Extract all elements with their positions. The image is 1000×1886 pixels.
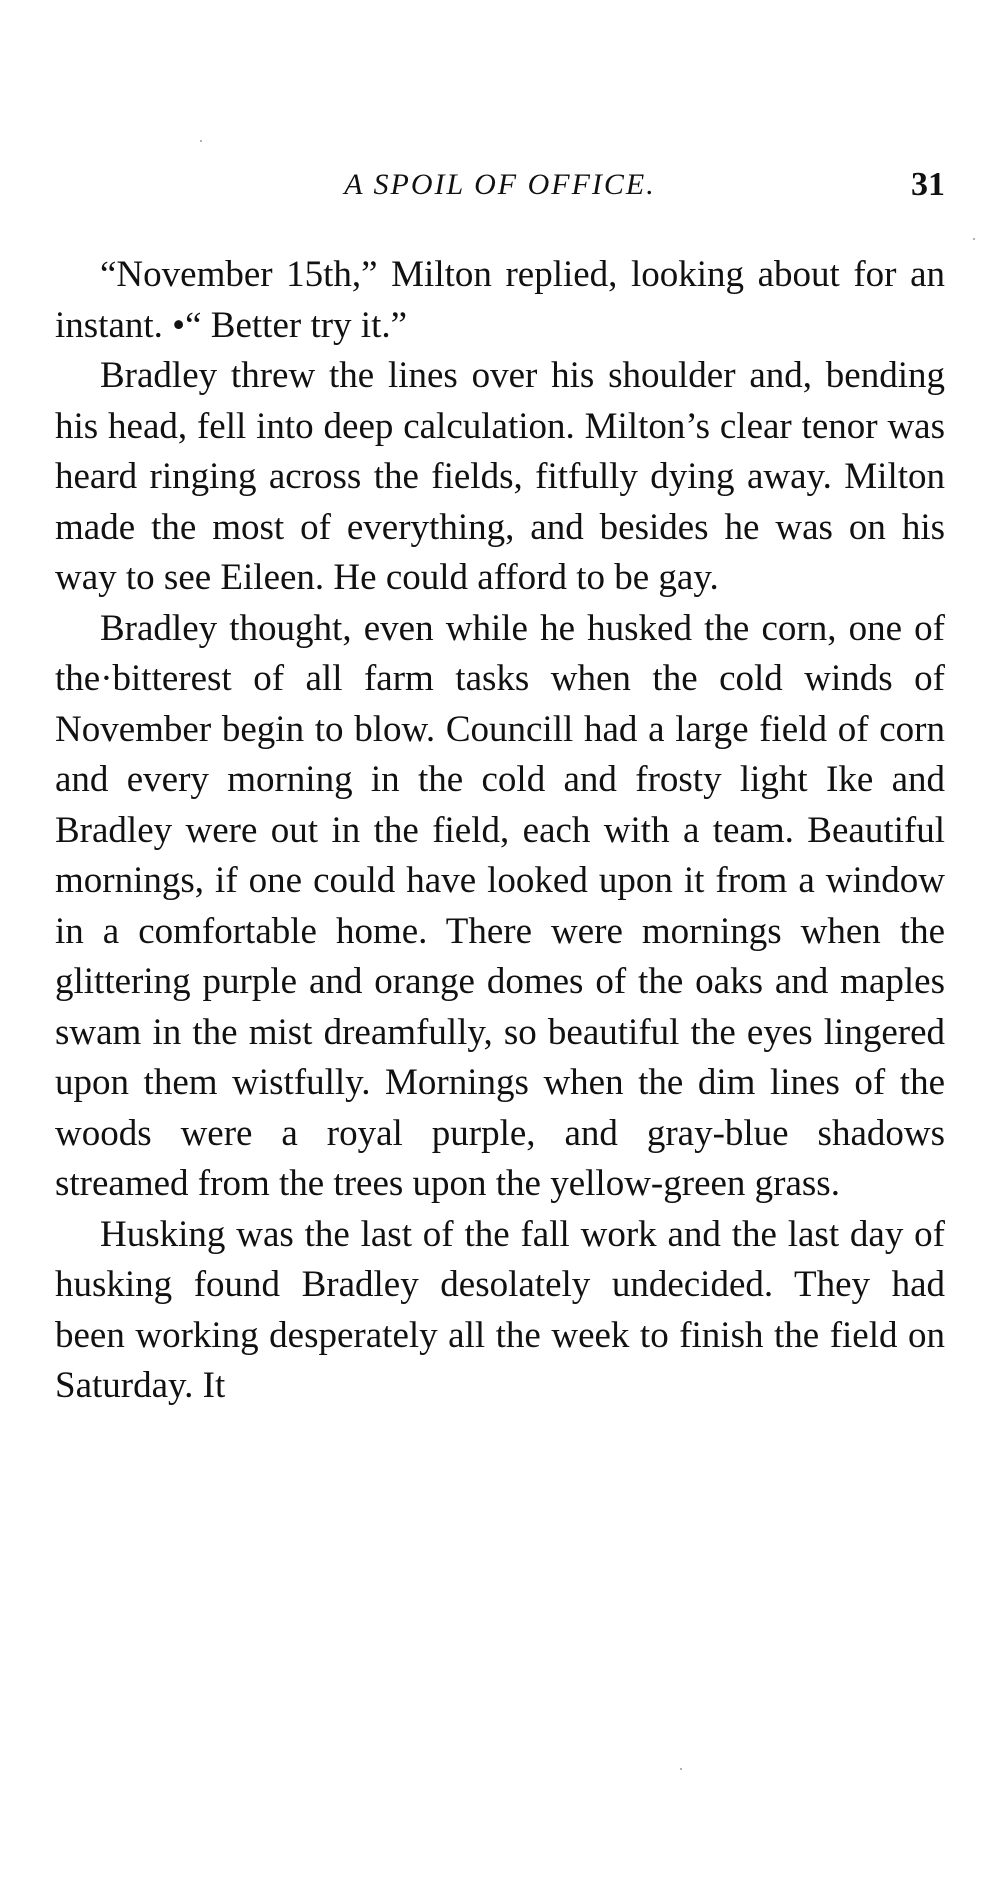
paragraph-2: Bradley threw the lines over his shoulder and, bending his head, fell into deep calculation. Milton’s clear tenor was heard ringing across the fields, fitfully dying away. Milton made the most of everything, and besides he was on his way to see Eileen. He could afford to be gay. <box>55 355 945 598</box>
paragraph-4: Husking was the last of the fall work and the last day of husking found Bradley desolately undecided. They had been working desperately all the week to finish the field on Saturday. It <box>55 1213 945 1406</box>
paragraph-1: “November 15th,” Milton replied, looking about for an instant. •“ Better try it.” <box>55 254 945 346</box>
print-speck <box>973 238 975 240</box>
print-speck <box>200 140 202 142</box>
page-number: 31 <box>911 166 945 203</box>
paragraph-3: Bradley thought, even while he husked the corn, one of the·bitterest of all farm tasks when the cold winds of November begin to blow. Councill had a large field of corn and every morning in the cold and frosty light Ike and Bradley were out in the field, each with a team. Beautiful mornings, if one could have looked upon it from a window in a comfortable home. There were mornings when the glittering purple and orange domes of the oaks and maples swam in the mist dreamfully, so beautiful the eyes lingered upon them wistfully. Mornings when the dim lines of the woods were a royal purple, and gray-blue shadows streamed from the trees upon the yellow-green grass. <box>55 607 945 1204</box>
body-text <box>55 250 945 1412</box>
running-head <box>55 160 945 210</box>
running-title: A SPOIL OF OFFICE. <box>344 168 656 201</box>
print-speck <box>680 1768 682 1770</box>
